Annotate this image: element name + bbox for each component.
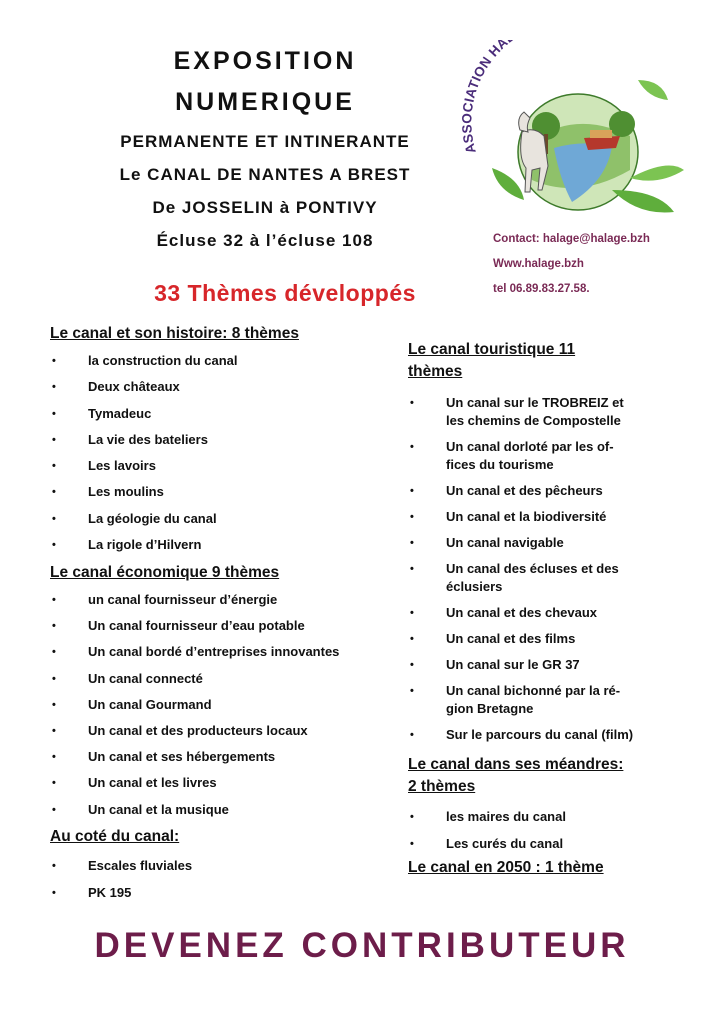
list-item: • Un canal fournisseur d’eau potable: [50, 617, 380, 635]
list-cote: [50, 857, 380, 902]
section-title-meandres-l1: Le canal dans ses méandres:: [408, 756, 624, 773]
list-item: • Un canal et des chevaux: [408, 604, 668, 622]
list-item: • Un canal des écluses et des éclusiers: [408, 560, 668, 596]
section-title-economique: Le canal économique 9 thèmes: [50, 564, 280, 581]
list-item: • PK 195: [50, 884, 380, 902]
section-title-histoire: Le canal et son histoire: 8 thèmes: [50, 325, 299, 342]
section-title-touristique-l2: thèmes: [408, 363, 463, 380]
section-title-meandres-l2: 2 thèmes: [408, 778, 476, 795]
list-item: • la construction du canal: [50, 352, 380, 370]
section-title-meandres: [408, 754, 668, 798]
subtitle-line-4: Le CANAL DE NANTES A BREST: [119, 165, 411, 184]
list-item: • Un canal bordé d’entreprises innovantes: [50, 643, 380, 661]
list-item: • La géologie du canal: [50, 510, 380, 528]
logo-text: A IATION HA: [462, 40, 511, 156]
list-item: • Un canal Gourmand: [50, 696, 380, 714]
list-item: • Un canal dorloté par les of- fices du tourisme: [408, 438, 668, 474]
list-item: • Sur le parcours du canal (film): [408, 726, 668, 744]
list-item: • Un canal bichonné par la ré- gion Bretagne: [408, 682, 668, 718]
list-item: • Un canal et ses hébergements: [50, 748, 380, 766]
list-item: • Un canal et des producteurs locaux: [50, 722, 380, 740]
left-column: [50, 323, 380, 554]
contact-tel: tel 06.89.83.27.58.: [493, 283, 590, 295]
section-title-touristique-l1: Le canal touristique 11: [408, 341, 576, 358]
list-touristique: [408, 394, 668, 744]
list-meandres: [408, 808, 668, 853]
list-item: • Les lavoirs: [50, 457, 380, 475]
list-item: • Les curés du canal: [408, 835, 668, 853]
list-item: • Un canal et la biodiversité: [408, 508, 668, 526]
left-column-economique: [50, 562, 380, 819]
title-line-1: EXPOSITION: [173, 47, 357, 75]
list-item: • Un canal et des pêcheurs: [408, 482, 668, 500]
section-title-cote: Au coté du canal:: [50, 828, 180, 845]
section-title-touristique: [408, 339, 668, 383]
list-item: • Un canal sur le TROBREIZ et les chemins de Compostelle: [408, 394, 668, 430]
list-item: • Escales fluviales: [50, 857, 380, 875]
contact-email: Contact: halage@halage.bzh: [493, 233, 650, 245]
list-histoire: [50, 352, 380, 554]
subtitle-line-3: PERMANENTE ET INTINERANTE: [120, 132, 410, 151]
logo-illustration: [462, 40, 688, 218]
title-line-2: NUMERIQUE: [175, 88, 355, 116]
list-item: • Un canal sur le GR 37: [408, 656, 668, 674]
section-title-futur: Le canal en 2050 : 1 thème: [408, 859, 604, 876]
contact-web: Www.halage.bzh: [493, 258, 584, 270]
list-item: • Un canal et des films: [408, 630, 668, 648]
subtitle-line-6: Écluse 32 à l’écluse 108: [156, 231, 374, 250]
association-logo: [462, 40, 688, 218]
right-column-meandres: [408, 754, 668, 853]
left-column-cote: [50, 826, 380, 902]
call-to-action: DEVENEZ CONTRIBUTEUR: [94, 926, 630, 965]
themes-count-heading: 33 Thèmes développés: [154, 280, 416, 306]
list-item: • les maires du canal: [408, 808, 668, 826]
list-item: • un canal fournisseur d’énergie: [50, 591, 380, 609]
list-item: • Deux châteaux: [50, 378, 380, 396]
subtitle-line-5: De JOSSELIN à PONTIVY: [152, 198, 378, 217]
list-item: • Un canal et les livres: [50, 774, 380, 792]
list-item: • Tymadeuc: [50, 405, 380, 423]
list-item: • La rigole d’Hilvern: [50, 536, 380, 554]
list-item: • Un canal connecté: [50, 670, 380, 688]
right-column: [408, 339, 668, 744]
list-item: • Les moulins: [50, 483, 380, 501]
list-item: • Un canal et la musique: [50, 801, 380, 819]
list-item: • La vie des bateliers: [50, 431, 380, 449]
list-economique: [50, 591, 380, 819]
list-item: • Un canal navigable: [408, 534, 668, 552]
